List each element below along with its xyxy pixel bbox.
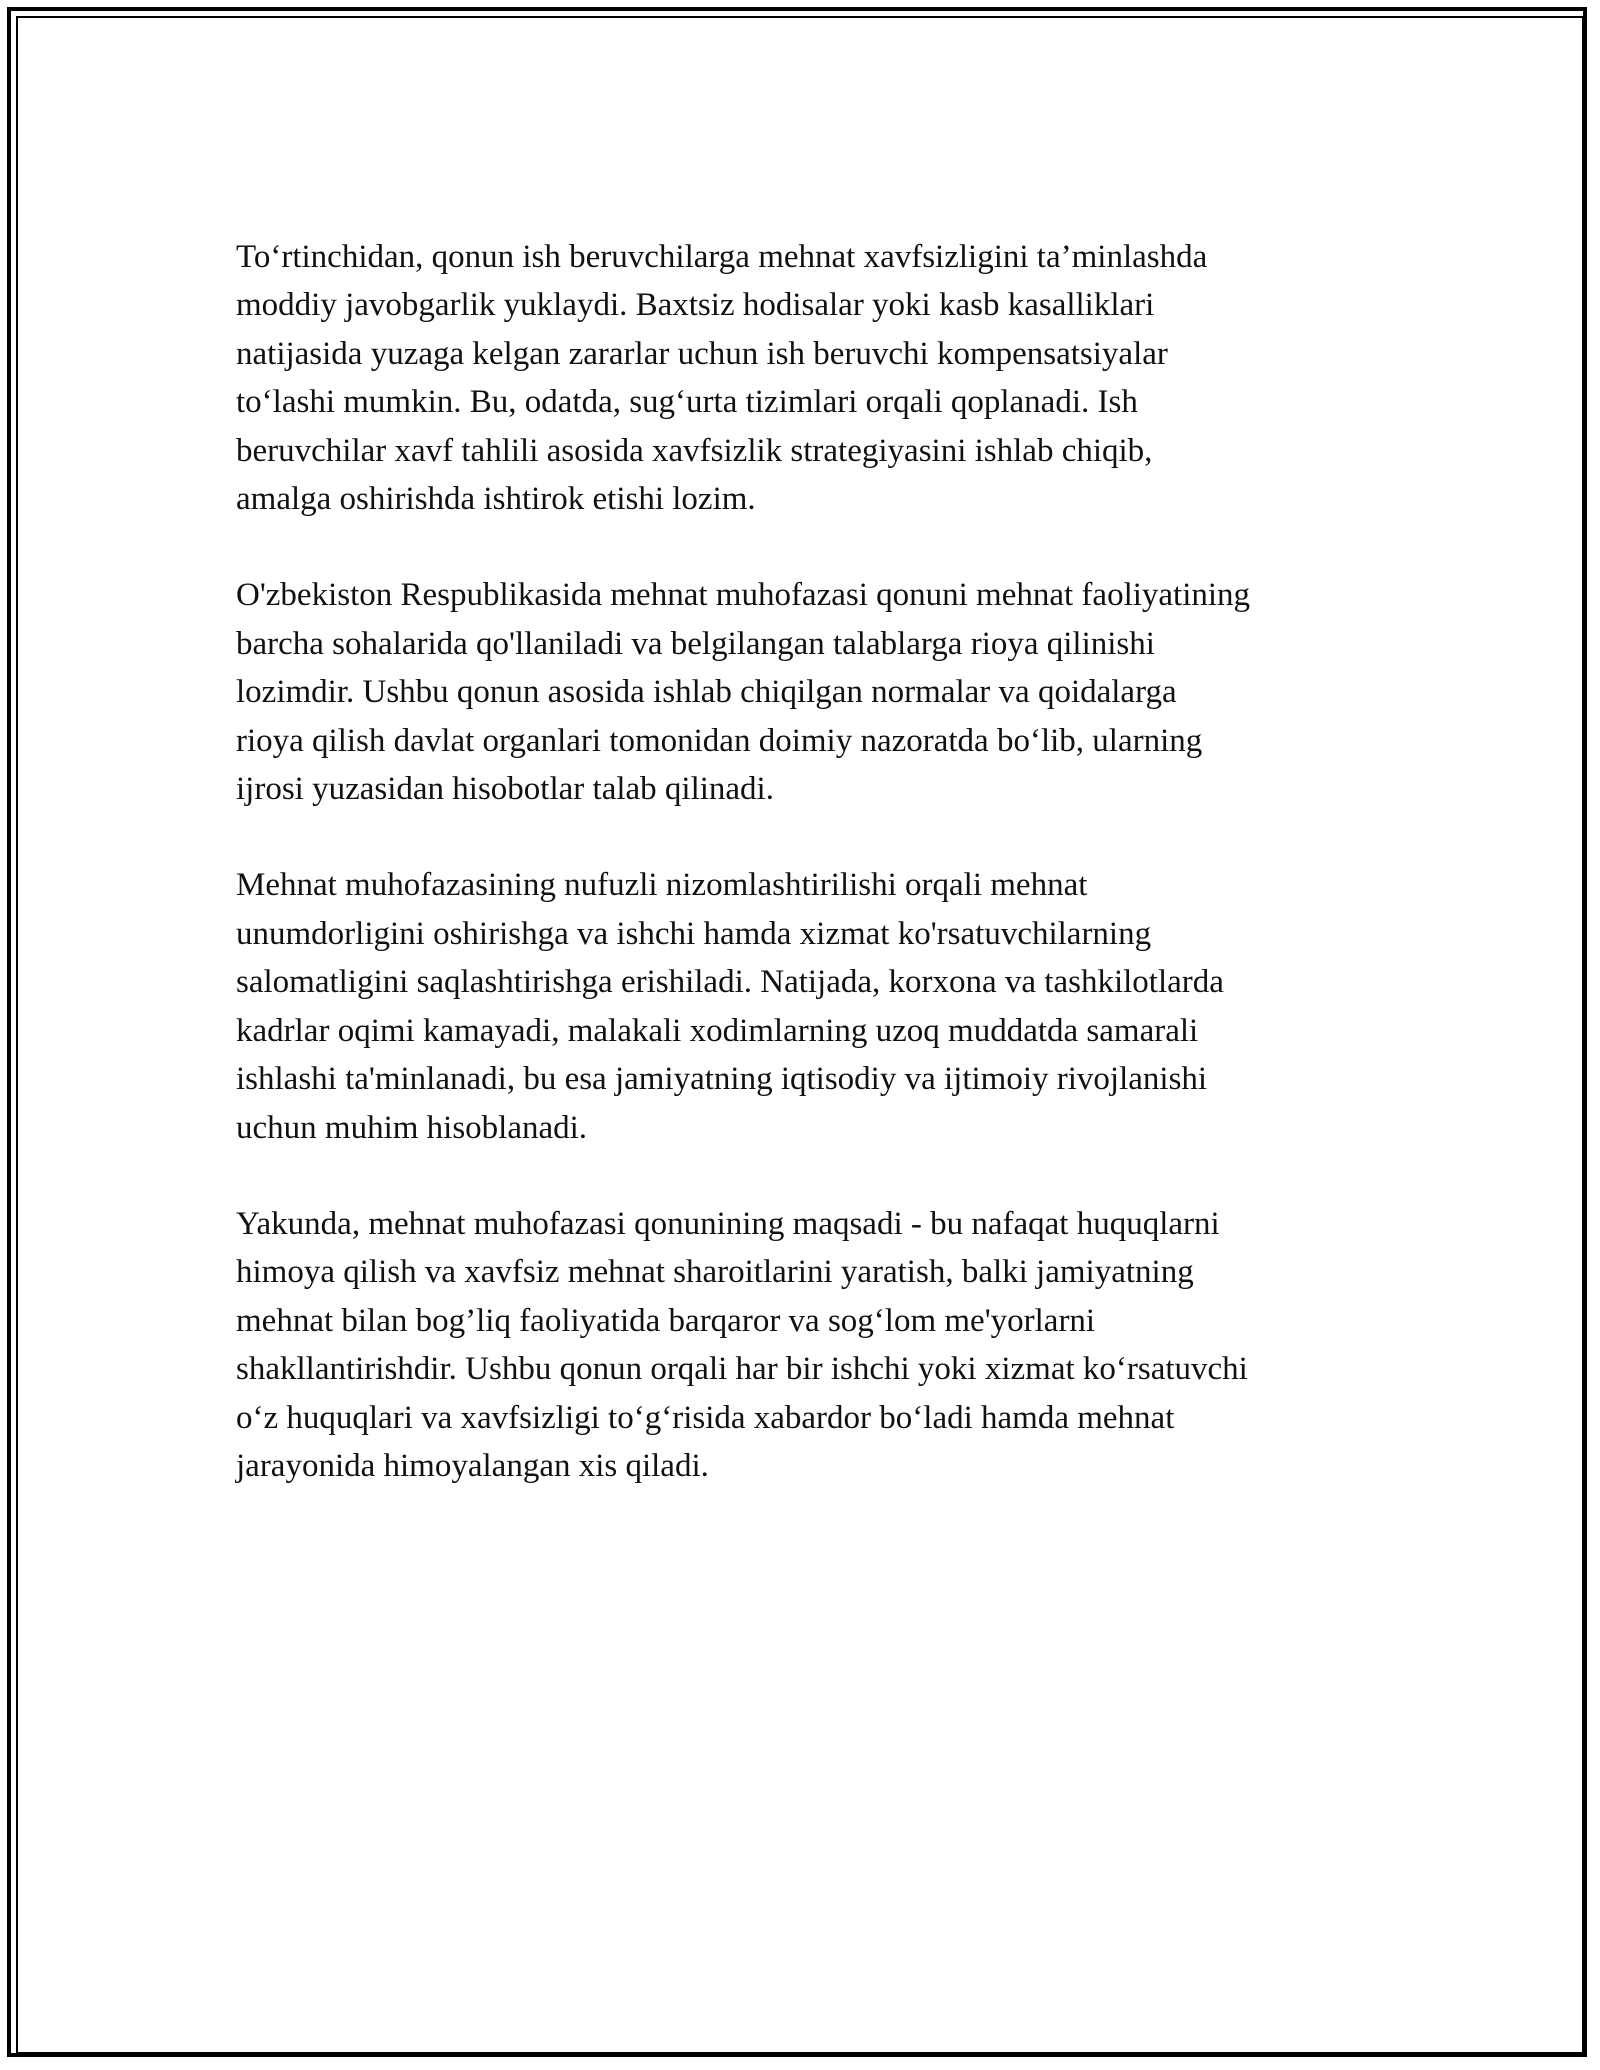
text-line: amalga oshirishda ishtirok etishi lozim. — [236, 481, 756, 518]
text-line: mehnat bilan bog’liq faoliyatida barqaror va sog‘lom me'yorlarni — [236, 1302, 1096, 1339]
text-line: salomatligini saqlashtirishga erishiladi. Natijada, korxona va tashkilotlarda — [236, 964, 1224, 1001]
paragraph-employer-liability — [236, 233, 1386, 523]
paragraph-productivity — [236, 861, 1386, 1151]
text-line: beruvchilar xavf tahlili asosida xavfsizlik strategiyasini ishlab chiqib, — [236, 432, 1153, 469]
text-line: himoya qilish va xavfsiz mehnat sharoitlarini yaratish, balki jamiyatning — [236, 1254, 1194, 1291]
text-line: O'zbekiston Respublikasida mehnat muhofazasi qonuni mehnat faoliyatining — [236, 577, 1251, 614]
text-line: moddiy javobgarlik yuklaydi. Baxtsiz hodisalar yoki kasb kasalliklari — [236, 287, 1155, 324]
text-line: barcha sohalarida qo'llaniladi va belgilangan talablarga rioya qilinishi — [236, 625, 1155, 662]
text-line: To‘rtinchidan, qonun ish beruvchilarga mehnat xavfsizligini ta’minlashda — [236, 239, 1208, 275]
text-line: ishlashi ta'minlanadi, bu esa jamiyatning iqtisodiy va ijtimoiy rivojlanishi — [236, 1061, 1208, 1098]
text-line: uchun muhim hisoblanadi. — [236, 1109, 588, 1146]
paragraph-conclusion — [236, 1200, 1386, 1490]
text-line: kadrlar oqimi kamayadi, malakali xodimlarning uzoq muddatda samarali — [236, 1012, 1199, 1049]
text-line: o‘z huquqlari va xavfsizligi to‘g‘risida xabardor bo‘ladi hamda mehnat — [236, 1399, 1175, 1436]
text-line: unumdorligini oshirishga va ishchi hamda xizmat ko'rsatuvchilarning — [236, 915, 1152, 952]
text-line: natijasida yuzaga kelgan zararlar uchun ish beruvchi kompensatsiyalar — [236, 335, 1168, 372]
text-line: lozimdir. Ushbu qonun asosida ishlab chiqilgan normalar va qoidalarga — [236, 674, 1177, 711]
text-line: shakllantirishdir. Ushbu qonun orqali har bir ishchi yoki xizmat ko‘rsatuvchi — [236, 1351, 1248, 1388]
text-line: jarayonida himoyalangan xis qiladi. — [236, 1447, 709, 1484]
text-line: to‘lashi mumkin. Bu, odatda, sug‘urta tizimlari orqali qoplanadi. Ish — [236, 384, 1138, 421]
text-line: ijrosi yuzasidan hisobotlar talab qilinadi. — [236, 771, 774, 808]
text-line: rioya qilish davlat organlari tomonidan doimiy nazoratda bo‘lib, ularning — [236, 722, 1203, 759]
text-line: Yakunda, mehnat muhofazasi qonunining maqsadi - bu nafaqat huquqlarni — [236, 1205, 1220, 1242]
paragraph-law-scope — [236, 571, 1386, 813]
document-body — [236, 233, 1386, 1538]
text-line: Mehnat muhofazasining nufuzli nizomlashtirilishi orqali mehnat — [236, 867, 1088, 904]
